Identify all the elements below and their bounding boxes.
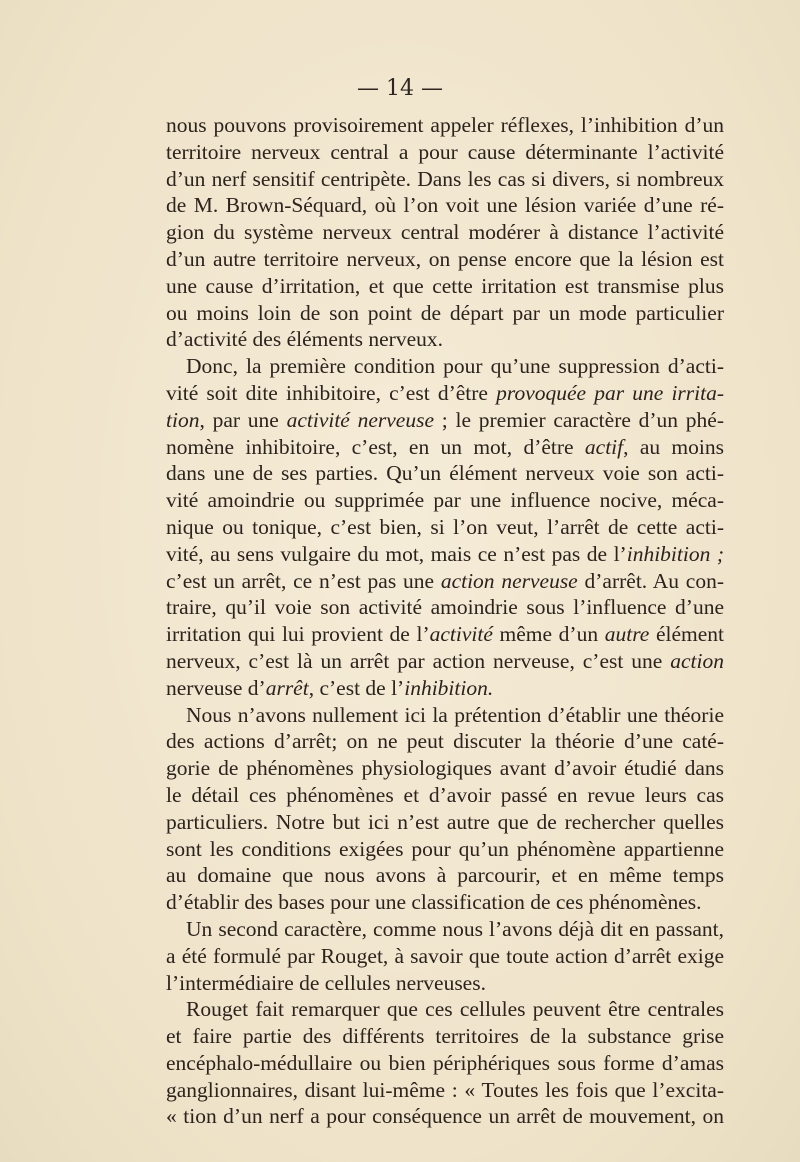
text-segment: , par une xyxy=(199,407,287,432)
text-segment: , au moins xyxy=(623,434,724,459)
text-line xyxy=(166,728,724,755)
text-line xyxy=(166,621,724,648)
text-segment: des actions d’arrêt; on ne peut discuter la théorie d’une caté- xyxy=(166,729,724,754)
text-line xyxy=(166,166,724,193)
text-segment: d’un nerf sensitif centripète. Dans les cas si divers, si nombreux xyxy=(166,166,724,191)
text-segment: au domaine que nous avons à parcourir, et en même temps xyxy=(166,863,724,888)
text-line xyxy=(166,1023,724,1050)
italic-segment: inhibition. xyxy=(404,675,494,700)
italic-segment: action nerveuse xyxy=(440,568,578,593)
text-segment: c’est un arrêt, ce n’est pas une xyxy=(166,568,441,593)
text-segment: Nous n’avons nullement ici la prétention d’établir une théorie xyxy=(186,702,724,727)
text-segment: d’arrêt. Au con- xyxy=(577,568,724,593)
text-line xyxy=(166,487,724,514)
text-segment: vité amoindrie ou supprimée par une influence nocive, méca- xyxy=(166,488,724,513)
text-line xyxy=(166,273,724,300)
text-segment: traire, qu’il voie son activité amoindrie sous l’influence d’une xyxy=(166,595,724,620)
italic-segment: activité nerveuse xyxy=(286,407,435,432)
text-segment: ou moins loin de son point de départ par un mode particulier xyxy=(166,300,724,325)
text-segment: Un second caractère, comme nous l’avons déjà dit en passant, xyxy=(186,916,724,941)
text-line xyxy=(166,112,724,139)
text-segment: dans une de ses parties. Qu’un élément nerveux voie son acti- xyxy=(166,461,724,486)
text-line xyxy=(166,916,724,943)
italic-segment: activité xyxy=(429,622,493,647)
text-segment: nique ou tonique, c’est bien, si l’on veut, l’arrêt de cette acti- xyxy=(166,514,724,539)
text-segment: une cause d’irritation, et que cette irritation est transmise plus xyxy=(166,273,724,298)
text-segment: d’activité des éléments nerveux. xyxy=(166,327,444,352)
text-segment: sont les conditions exigées pour qu’un phénomène appartienne xyxy=(166,836,724,861)
italic-segment: autre xyxy=(604,622,650,647)
text-line xyxy=(166,1077,724,1104)
text-line xyxy=(166,996,724,1023)
text-segment: territoire nerveux central a pour cause déterminante l’activité xyxy=(166,139,724,164)
text-line xyxy=(166,675,724,702)
italic-segment: arrêt xyxy=(265,675,309,700)
text-line xyxy=(166,460,724,487)
text-segment: particuliers. Notre but ici n’est autre que de rechercher quelles xyxy=(166,809,724,834)
text-segment: l’intermédiaire de cellules nerveuses. xyxy=(166,970,486,995)
text-line xyxy=(166,862,724,889)
text-segment: a été formulé par Rouget, à savoir que toute action d’arrêt exige xyxy=(166,943,724,968)
text-segment: d’établir des bases pour une classification de ces phénomènes. xyxy=(166,890,702,915)
italic-segment: tion xyxy=(166,407,200,432)
text-segment: « tion d’un nerf a pour conséquence un arrêt de mouvement, on xyxy=(166,1104,724,1129)
text-line xyxy=(166,219,724,246)
text-segment: Rouget fait remarquer que ces cellules peuvent être centrales xyxy=(186,997,724,1022)
text-segment: et faire partie des différents territoires de la substance grise xyxy=(166,1024,724,1049)
text-line xyxy=(166,1050,724,1077)
italic-segment: inhibition ; xyxy=(626,541,724,566)
text-line xyxy=(166,943,724,970)
text-line xyxy=(166,755,724,782)
text-line xyxy=(166,139,724,166)
page-number: — 14 — xyxy=(357,76,443,101)
text-line xyxy=(166,326,724,353)
text-segment: encéphalo-médullaire ou bien périphériques sous forme d’amas xyxy=(166,1050,724,1075)
text-line xyxy=(166,246,724,273)
text-line xyxy=(166,568,724,595)
text-segment: , c’est de l’ xyxy=(308,675,405,700)
text-segment: nerveuse d’ xyxy=(166,675,266,700)
italic-segment: action xyxy=(670,648,724,673)
text-segment: gorie de phénomènes physiologiques avant d’avoir étudié dans xyxy=(166,756,724,781)
text-segment: de M. Brown-Séquard, où l’on voit une lésion variée d’une ré- xyxy=(166,193,724,218)
text-line xyxy=(166,702,724,729)
text-line xyxy=(166,353,724,380)
text-line xyxy=(166,380,724,407)
text-line xyxy=(166,782,724,809)
text-line xyxy=(166,836,724,863)
text-line xyxy=(166,970,724,997)
italic-segment: actif xyxy=(584,434,624,459)
text-line xyxy=(166,648,724,675)
italic-segment: provoquée par une irrita- xyxy=(496,380,725,405)
text-segment: nous pouvons provisoirement appeler réflexes, l’inhibition d’un xyxy=(166,113,724,137)
text-line xyxy=(166,541,724,568)
text-line xyxy=(166,514,724,541)
text-segment: d’un autre territoire nerveux, on pense encore que la lésion est xyxy=(166,246,724,271)
text-segment: vité, au sens vulgaire du mot, mais ce n’est pas de l’ xyxy=(166,541,627,566)
text-segment: ; le premier caractère d’un phé- xyxy=(434,407,724,432)
text-segment: même d’un xyxy=(492,622,605,647)
text-segment: gion du système nerveux central modérer à distance l’activité xyxy=(166,220,724,245)
text-segment: le détail ces phénomènes et d’avoir passé en revue leurs cas xyxy=(166,782,724,807)
text-line xyxy=(166,407,724,434)
text-line xyxy=(166,434,724,461)
text-segment: nomène inhibitoire, c’est, en un mot, d’être xyxy=(166,434,585,459)
text-line xyxy=(166,809,724,836)
text-segment: Donc, la première condition pour qu’une suppression d’acti- xyxy=(186,354,724,379)
text-segment: irritation qui lui provient de l’ xyxy=(166,622,430,647)
body-text xyxy=(166,112,724,1130)
text-line xyxy=(166,192,724,219)
text-segment: vité soit dite inhibitoire, c’est d’être xyxy=(166,380,497,405)
text-segment: nerveux, c’est là un arrêt par action nerveuse, c’est une xyxy=(166,648,671,673)
text-segment: élément xyxy=(649,622,724,647)
text-line xyxy=(166,300,724,327)
text-line xyxy=(166,594,724,621)
text-line xyxy=(166,889,724,916)
text-segment: ganglionnaires, disant lui-même : « Toutes les fois que l’excita- xyxy=(166,1077,724,1102)
text-line xyxy=(166,1103,724,1130)
